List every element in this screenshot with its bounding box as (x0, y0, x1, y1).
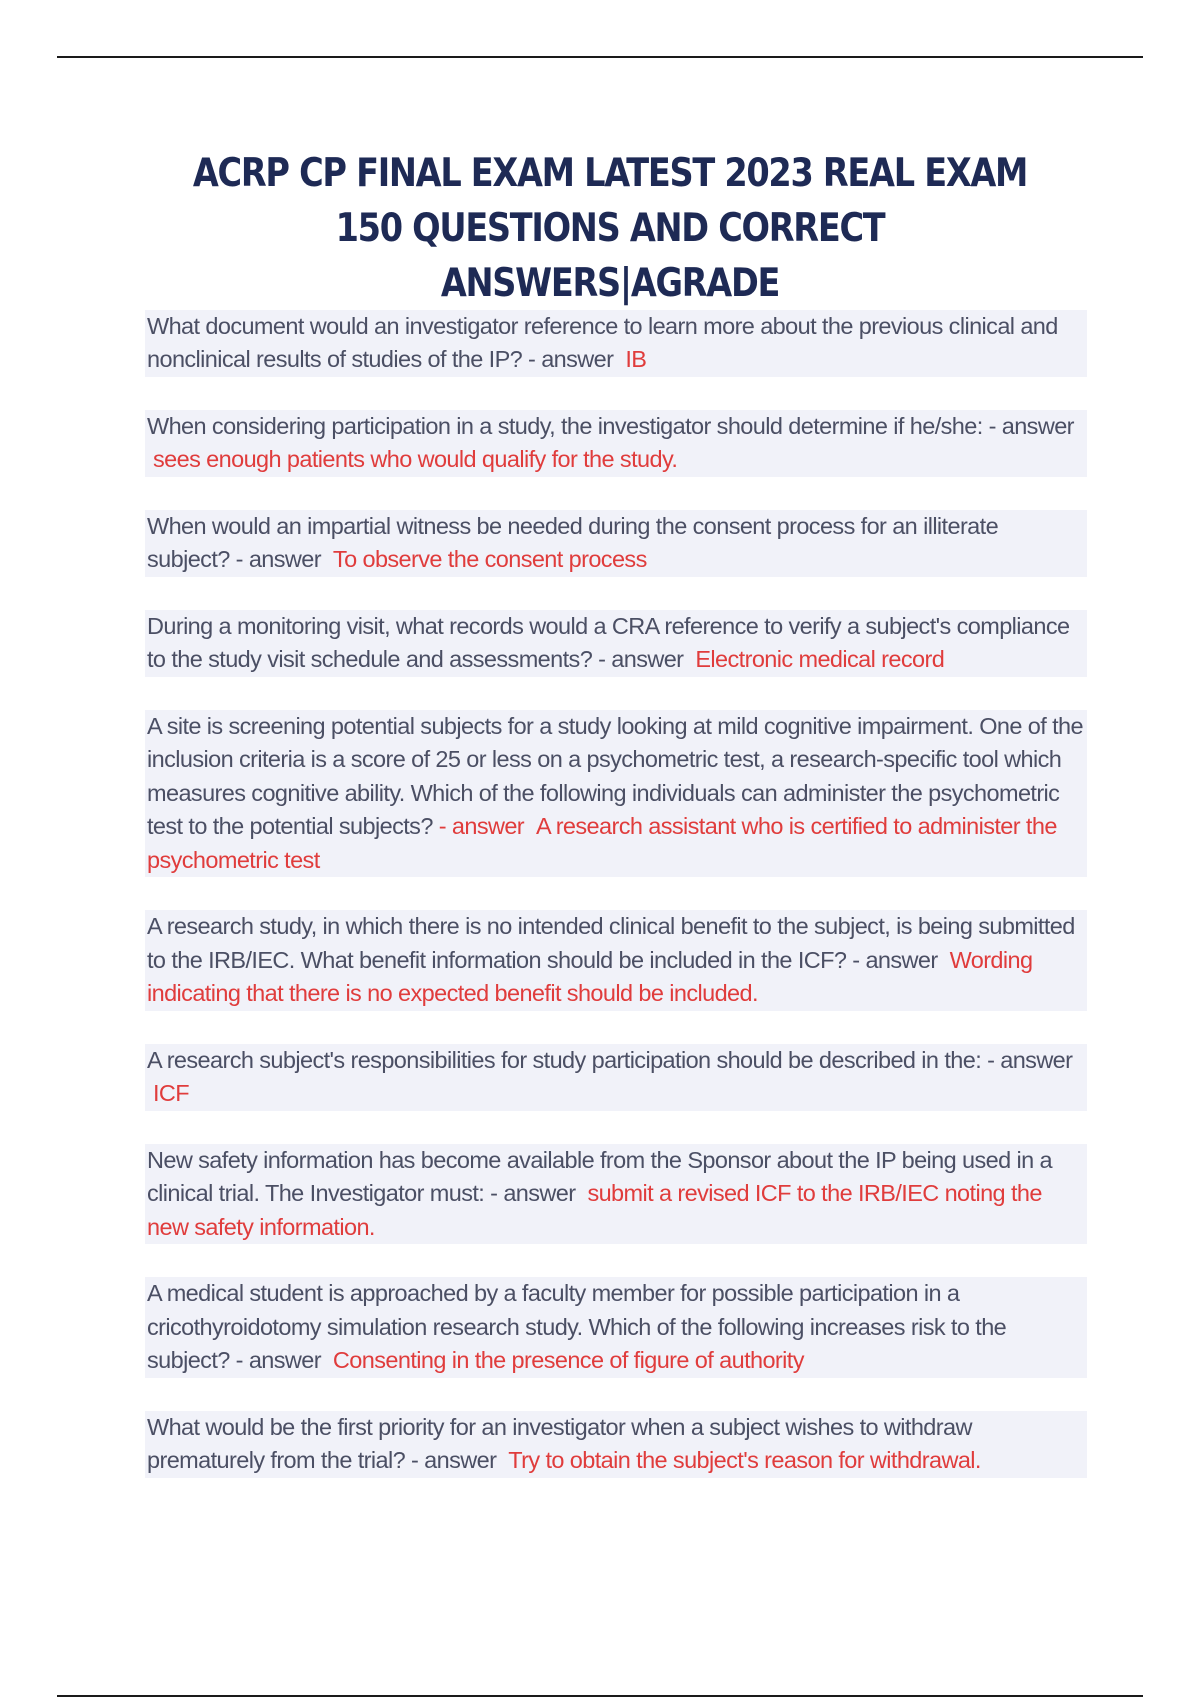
answer-marker: - answer (592, 646, 684, 672)
answer-marker: - answer (229, 546, 321, 572)
qa-item (145, 1411, 1087, 1478)
question-text: A site is screening potential subjects for a study looking at mild cognitive impairment. One of the inclusion criteria is a score of 25 or less on a psychometric test, a research-specific tool which measures cognitive ability. Which of the following individuals can administer the psychometric test to the potential subjects? (147, 712, 1083, 839)
question-text: When would an impartial witness be needed during the consent process for an illiterate subject? (147, 512, 999, 572)
answer-marker: - answer (981, 1046, 1073, 1073)
question-text: What would be the first priority for an investigator when a subject wishes to withdraw prematurely from the trial? (147, 1413, 972, 1473)
question-text: A research study, in which there is no intended clinical benefit to the subject, is being submitted to the IRB/IEC. What benefit information should be included in the ICF? (147, 913, 1075, 973)
answer-text: sees enough patients who would qualify for the study. (153, 446, 678, 472)
bottom-rule (57, 1695, 1143, 1697)
qa-item (145, 510, 1087, 577)
question-text: A research subject's responsibilities for study participation should be described in the: (147, 1046, 982, 1073)
answer-marker: - answer (484, 1180, 576, 1206)
qa-item (145, 1144, 1087, 1245)
answer-text: ICF (153, 1080, 190, 1106)
page-title: ACRP CP FINAL EXAM LATEST 2023 REAL EXAM 150 QUESTIONS AND CORRECT ANSWERS|AGRADE (192, 151, 1028, 306)
qa-item (145, 610, 1087, 677)
qa-item (145, 910, 1087, 1011)
qa-item (145, 710, 1087, 878)
answer-text: To observe the consent process (332, 546, 647, 572)
answer-text: Wording indicating that there is no expected benefit should be included. (147, 946, 1033, 1006)
answer-text: submit a revised ICF to the IRB/IEC noting the new safety information. (147, 1180, 1042, 1240)
qa-item (145, 410, 1087, 477)
answer-marker: - answer (982, 412, 1074, 439)
top-rule (57, 56, 1143, 58)
qa-item (145, 310, 1087, 377)
answer-text: Electronic medical record (695, 646, 945, 672)
question-text: New safety information has become available from the Sponsor about the IP being used in a clinical trial. The Investigator must: (147, 1146, 1053, 1206)
answer-marker: - answer (432, 813, 525, 839)
answer-text: IB (625, 346, 647, 372)
qa-item (145, 1044, 1087, 1111)
question-text: When considering participation in a study, the investigator should determine if he/she: (147, 412, 983, 439)
question-text: During a monitoring visit, what records would a CRA reference to verify a subject's compliance to the study visit schedule and assessments? (147, 612, 1070, 672)
answer-marker: - answer (229, 1347, 321, 1373)
answer-text: A research assistant who is certified to administer the psychometric test (147, 813, 1057, 873)
answer-marker: - answer (846, 946, 938, 973)
answer-marker: - answer (405, 1447, 497, 1473)
qa-item (145, 1277, 1087, 1378)
answer-text: Try to obtain the subject's reason for withdrawal. (508, 1447, 981, 1473)
answer-text: Consenting in the presence of figure of authority (332, 1347, 804, 1373)
qa-list (145, 286, 1087, 1511)
question-text: A medical student is approached by a faculty member for possible participation in a cricothyroidotomy simulation research study. Which of the following increases risk to the subject? (147, 1280, 1007, 1373)
answer-marker: - answer (522, 346, 614, 372)
question-text: What document would an investigator reference to learn more about the previous clinical and nonclinical results of studies of the IP? (147, 312, 1058, 372)
